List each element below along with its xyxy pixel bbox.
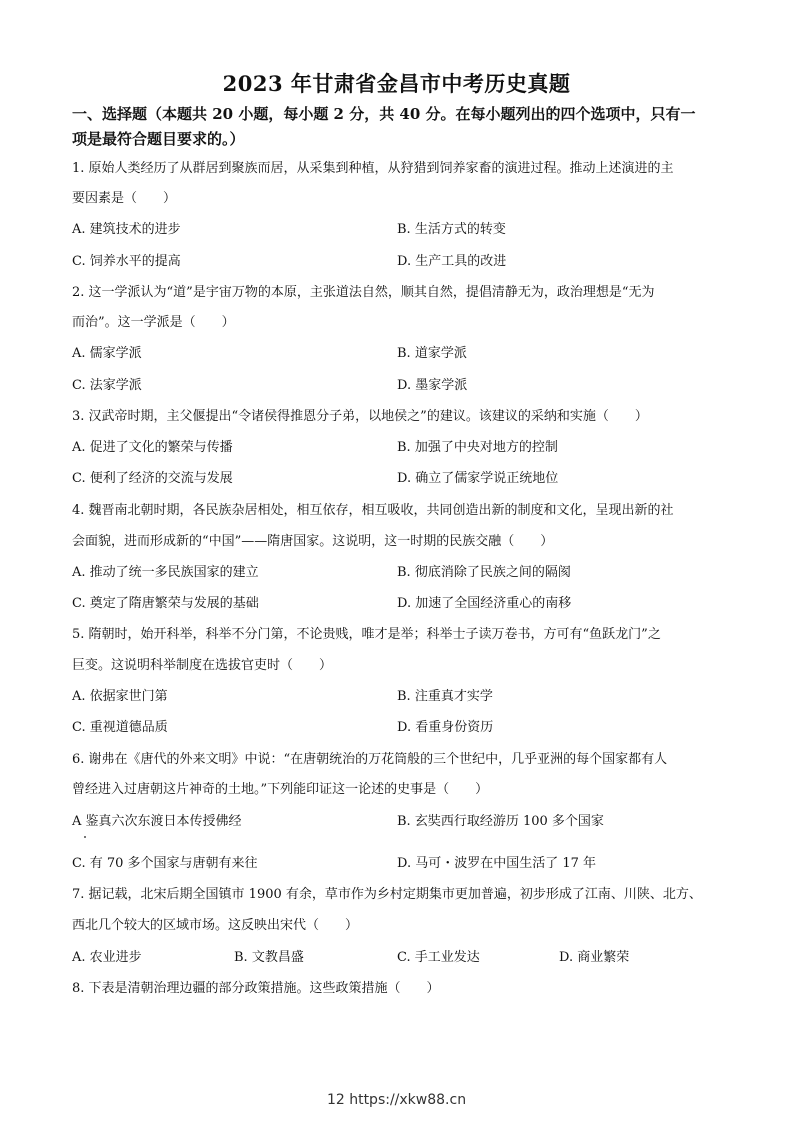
q4-stem-line-2: 会面貌，进而形成新的“中国”——隋唐国家。这说明，这一时期的民族交融（ ） (72, 534, 554, 549)
q7-option-c: C. 手工业发达 (397, 950, 480, 965)
q5-stem-line-1: 5. 隋朝时，始开科举，科举不分门第，不论贵贱，唯才是举；科举士子读万卷书，方可有“鱼跃龙门”之 (72, 627, 661, 642)
q8-stem-line-1: 8. 下表是清朝治理边疆的部分政策措施。这些政策措施（ ） (72, 981, 440, 996)
q1-option-a: A. 建筑技术的进步 (72, 222, 181, 237)
q5-option-a: A. 依据家世门第 (72, 689, 168, 704)
q5-option-b: B. 注重真才实学 (397, 689, 493, 704)
q3-option-b: B. 加强了中央对地方的控制 (397, 440, 558, 455)
q5-option-d: D. 看重身份资历 (397, 720, 494, 735)
q2-option-b: B. 道家学派 (397, 346, 467, 361)
q5-option-c: C. 重视道德品质 (72, 720, 168, 735)
q2-stem-line-1: 2. 这一学派认为“道”是宇宙万物的本原，主张道法自然，顺其自然，提倡清静无为，政治理想是“无为 (72, 285, 655, 300)
q4-option-a: A. 推动了统一多民族国家的建立 (72, 565, 259, 580)
q6-option-a: A 鉴真六次东渡日本传授佛经 (72, 814, 242, 829)
q4-stem-line-1: 4. 魏晋南北朝时期，各民族杂居相处，相互依存，相互吸收，共同创造出新的制度和文化，呈现出新的社 (72, 503, 674, 518)
section-header-line-2: 项是最符合题目要求的。） (72, 130, 245, 148)
q7-stem-line-1: 7. 据记载，北宋后期全国镇市 1900 有余，草市作为乡村定期集市更加普遍，初步形成了江南、川陕、北方、 (72, 887, 702, 902)
stray-dot-mark (84, 836, 86, 838)
q4-option-b: B. 彻底消除了民族之间的隔阂 (397, 565, 571, 580)
q2-option-a: A. 儒家学派 (72, 346, 142, 361)
q4-option-d: D. 加速了全国经济重心的南移 (397, 596, 572, 611)
q1-option-c: C. 饲养水平的提高 (72, 254, 181, 269)
q1-stem-line-2: 要因素是（ ） (72, 191, 177, 206)
q7-stem-line-2: 西北几个较大的区域市场。这反映出宋代（ ） (72, 918, 359, 933)
q4-option-c: C. 奠定了隋唐繁荣与发展的基础 (72, 596, 259, 611)
page-footer[interactable]: 12 https://xkw88.cn (326, 1092, 467, 1108)
q7-option-a: A. 农业进步 (72, 950, 142, 965)
q5-stem-line-2: 巨变。这说明科举制度在选拔官吏时（ ） (72, 658, 333, 673)
q7-option-b: B. 文教昌盛 (234, 950, 304, 965)
q2-option-c: C. 法家学派 (72, 378, 142, 393)
q1-stem-line-1: 1. 原始人类经历了从群居到聚族而居，从采集到种植，从狩猎到饲养家畜的演进过程。推动上述演进的主 (72, 161, 674, 176)
q6-stem-line-2: 曾经进入过唐朝这片神奇的土地。”下列能印证这一论述的史事是（ ） (72, 782, 489, 797)
q6-stem-line-1: 6. 谢弗在《唐代的外来文明》中说：“在唐朝统治的万花筒般的三个世纪中，几乎亚洲的每个国家都有人 (72, 752, 668, 767)
q3-stem-line-1: 3. 汉武帝时期，主父偃提出“令诸侯得推恩分子弟，以地侯之”的建议。该建议的采纳和实施（ ） (72, 409, 648, 424)
page-title: 2023 年甘肃省金昌市中考历史真题 (222, 71, 571, 96)
q6-option-b: B. 玄奘西行取经游历 100 多个国家 (397, 814, 604, 829)
q3-option-a: A. 促进了文化的繁荣与传播 (72, 440, 233, 455)
q6-option-d: D. 马可・波罗在中国生活了 17 年 (397, 856, 597, 871)
q3-option-d: D. 确立了儒家学说正统地位 (397, 471, 559, 486)
section-header-line-1: 一、选择题（本题共 20 小题，每小题 2 分，共 40 分。在每小题列出的四个选项中，只有一 (72, 105, 696, 123)
q1-option-d: D. 生产工具的改进 (397, 254, 507, 269)
q1-option-b: B. 生活方式的转变 (397, 222, 506, 237)
q7-option-d: D. 商业繁荣 (559, 950, 630, 965)
q2-option-d: D. 墨家学派 (397, 378, 468, 393)
q2-stem-line-2: 而治”。这一学派是（ ） (72, 315, 235, 330)
q3-option-c: C. 便利了经济的交流与发展 (72, 471, 233, 486)
q6-option-c: C. 有 70 多个国家与唐朝有来往 (72, 856, 258, 871)
